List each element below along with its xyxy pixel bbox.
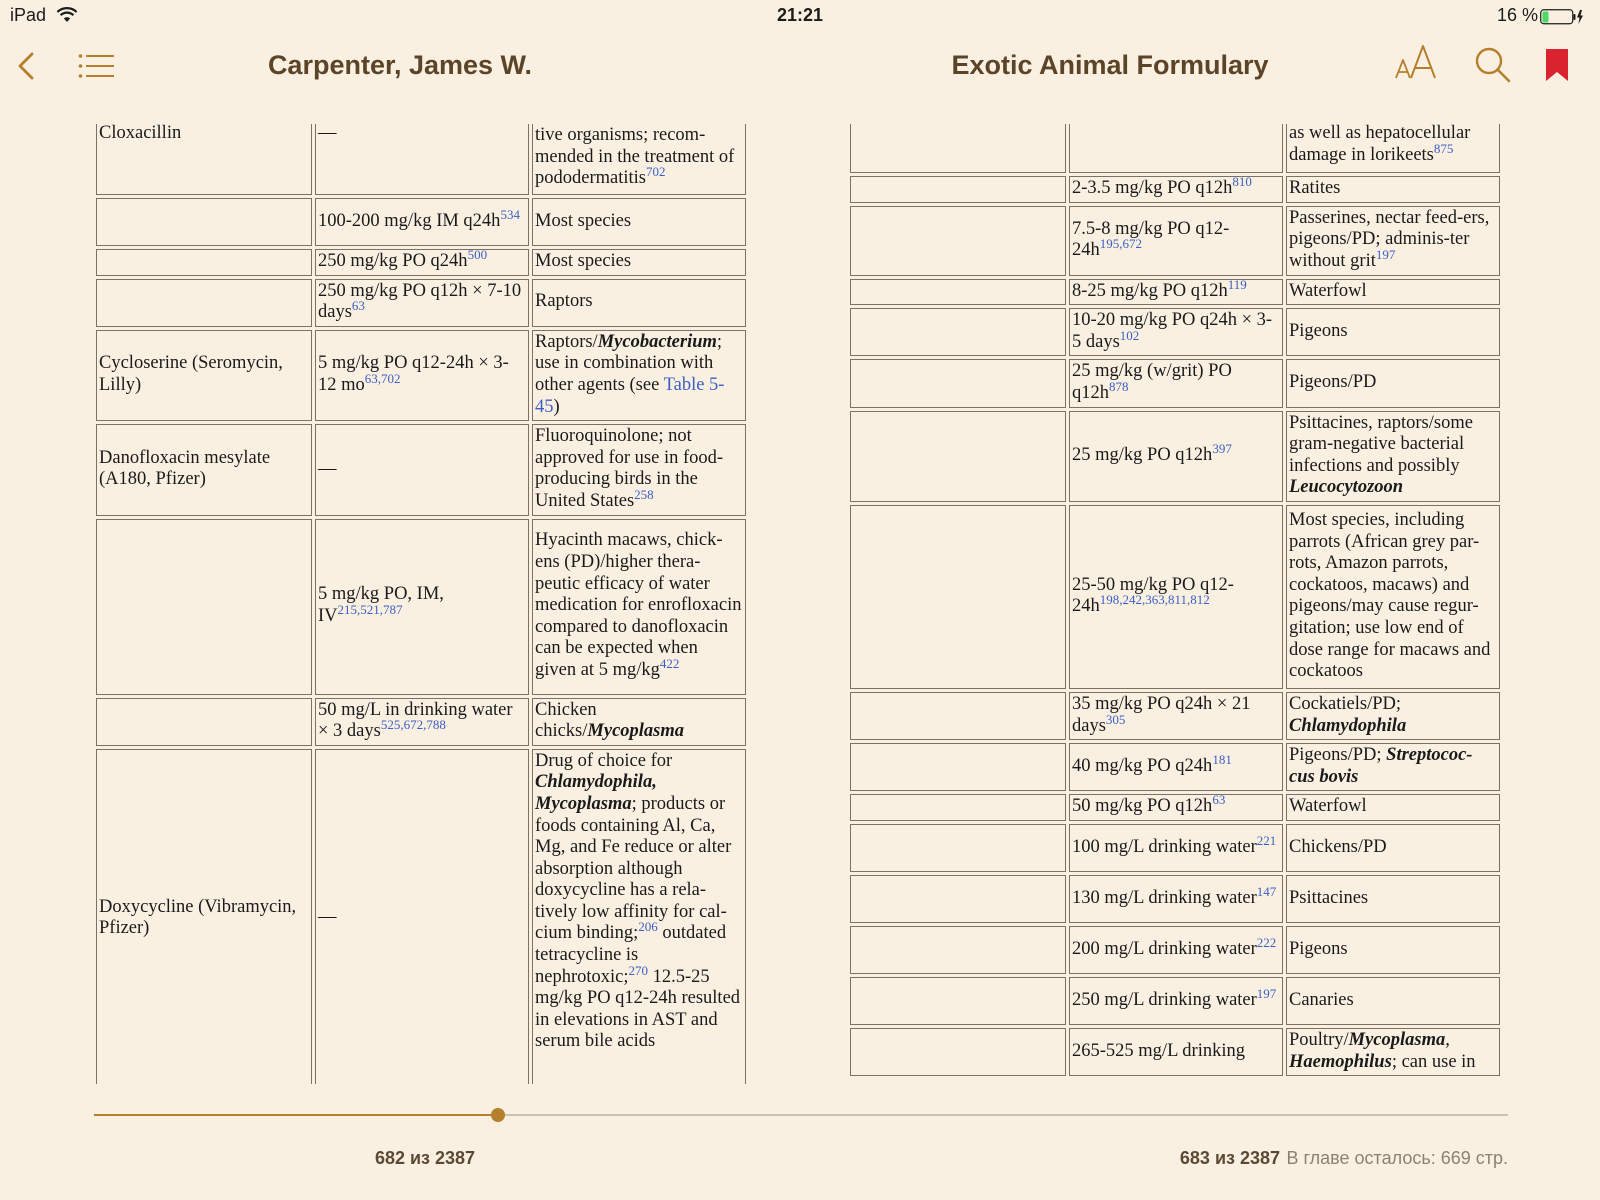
dosage-cell: 8-25 mg/kg PO q12h$^{119}$ bbox=[1069, 279, 1283, 306]
reference-number[interactable]: 197 bbox=[1256, 985, 1277, 1001]
dosage-cell: 25 mg/kg (w/grit) PO q12h$^{878}$ bbox=[1069, 359, 1283, 407]
font-size-icon[interactable] bbox=[1394, 42, 1438, 82]
drug-name-cell bbox=[96, 198, 312, 246]
reference-number[interactable]: 119 bbox=[1227, 278, 1247, 292]
reference-number[interactable]: 215 bbox=[337, 601, 358, 617]
dosage-cell: 5 mg/kg PO q12-24h × 3-12 mo$^{63,702}$ bbox=[315, 330, 529, 421]
species-comments-cell: Psittacines bbox=[1286, 875, 1500, 923]
reference-number[interactable]: 788 bbox=[426, 716, 446, 732]
species-comments-cell: Pigeons bbox=[1286, 926, 1500, 974]
table-row bbox=[850, 1028, 1500, 1076]
reference-number[interactable]: 875 bbox=[1433, 140, 1454, 156]
drug-name-cell bbox=[96, 698, 312, 746]
drug-name-cell bbox=[96, 279, 312, 327]
drug-name-cell bbox=[850, 824, 1066, 872]
drug-name-cell bbox=[850, 124, 1066, 173]
table-row bbox=[850, 875, 1500, 923]
search-icon[interactable] bbox=[1474, 46, 1512, 84]
dosage-cell: 25 mg/kg PO q12h$^{397}$ bbox=[1069, 411, 1283, 502]
dosage-cell: 10-20 mg/kg PO q24h × 3-5 days$^{102}$ bbox=[1069, 308, 1283, 356]
dosage-cell: — bbox=[315, 124, 529, 195]
table-row bbox=[96, 519, 746, 695]
reference-number[interactable]: 198 bbox=[1099, 592, 1120, 608]
reference-number[interactable]: 397 bbox=[1212, 440, 1232, 456]
dosage-cell: 35 mg/kg PO q24h × 21 days$^{305}$ bbox=[1069, 692, 1283, 740]
reference-number[interactable]: 672 bbox=[403, 716, 424, 732]
species-comments-cell: Most species bbox=[532, 198, 746, 246]
dosage-cell: 50 mg/L in drinking water × 3 days$^{525,672,788}$ bbox=[315, 698, 529, 746]
table-row bbox=[96, 424, 746, 515]
clock: 21:21 bbox=[776, 5, 824, 25]
species-comments-cell: Raptors/Mycobacterium; use in combination with other agents (see Table 5-45) bbox=[532, 330, 746, 421]
species-comments-cell: Cockatiels/PD; Chlamydophila bbox=[1286, 692, 1500, 740]
table-row bbox=[850, 824, 1500, 872]
dosage-cell: 250 mg/kg PO q24h$^{500}$ bbox=[315, 249, 529, 276]
reference-number[interactable]: 222 bbox=[1256, 934, 1277, 950]
reference-number[interactable]: 702 bbox=[381, 370, 401, 386]
dosage-cell: — bbox=[315, 424, 529, 515]
book-title: Exotic Animal Formulary bbox=[951, 50, 1269, 80]
reference-number[interactable]: 63 bbox=[364, 370, 378, 386]
reference-number[interactable]: 181 bbox=[1212, 751, 1232, 767]
table-row bbox=[96, 749, 746, 1084]
reference-number[interactable]: 63 bbox=[1212, 794, 1226, 808]
reference-number[interactable]: 206 bbox=[638, 919, 658, 935]
species-comments-cell: Fluoroquinolone; not approved for use in food-producing birds in the United States$^{258}$ bbox=[532, 424, 746, 515]
species-comments-cell: Pigeons/PD; Streptococ-cus bovis bbox=[1286, 743, 1500, 791]
species-comments-cell: as well as hepatocellular damage in lorikeets$^{875}$ bbox=[1286, 124, 1500, 173]
species-comments-cell: Waterfowl bbox=[1286, 794, 1500, 821]
species-comments-cell: Waterfowl bbox=[1286, 279, 1500, 306]
reference-number[interactable]: 197 bbox=[1375, 246, 1396, 262]
drug-name-cell bbox=[850, 308, 1066, 356]
reference-number[interactable]: 195 bbox=[1099, 235, 1120, 251]
bookmark-icon[interactable] bbox=[1545, 48, 1569, 82]
status-bar bbox=[0, 0, 1600, 34]
species-comments-cell: Most species, including parrots (African grey par-rots, Amazon parrots, cockatoos, macaws) and pigeons/may cause regur-gitation; use low end of dose range for macaws and cockatoos bbox=[1286, 505, 1500, 689]
drug-name-cell: Danofloxacin mesylate (A180, Pfizer) bbox=[96, 424, 312, 515]
species-comments-cell: Ratites bbox=[1286, 176, 1500, 203]
reference-number[interactable]: 521 bbox=[360, 601, 380, 617]
chapter-pages-remaining: В главе осталось: 669 стр. bbox=[1286, 1148, 1508, 1168]
table-row bbox=[96, 124, 746, 195]
drug-name-cell bbox=[850, 875, 1066, 923]
table-link[interactable]: Table 5-45 bbox=[535, 374, 725, 417]
reference-number[interactable]: 672 bbox=[1122, 235, 1142, 251]
species-comments-cell: Pigeons bbox=[1286, 308, 1500, 356]
reference-number[interactable]: 422 bbox=[659, 655, 680, 671]
reading-progress-fill bbox=[94, 1114, 498, 1116]
reference-number[interactable]: 811 bbox=[1168, 592, 1188, 608]
table-row bbox=[850, 411, 1500, 502]
dosage-cell: 250 mg/kg PO q12h × 7-10 days$^{63}$ bbox=[315, 279, 529, 327]
dosage-cell: 7.5-8 mg/kg PO q12-24h$^{195,672}$ bbox=[1069, 206, 1283, 276]
table-row bbox=[850, 926, 1500, 974]
reference-number[interactable]: 221 bbox=[1256, 832, 1277, 848]
drug-name-cell bbox=[850, 505, 1066, 689]
species-comments-cell: Chicken chicks/Mycoplasma bbox=[532, 698, 746, 746]
dosage-cell: 250 mg/L drinking water$^{197}$ bbox=[1069, 977, 1283, 1025]
species-comments-cell: Drug of choice for Chlamydophila, Mycoplasma; products or foods containing Al, Ca, Mg, and Fe reduce or alter absorption although doxycycline has a rela-tively low affinity for cal-cium binding;$^{206}$ outdated tetracycline is nephrotoxic;$^{270}$ 12.5-25 mg/kg PO q12-24h resulted in elevations in AST and serum bile acids bbox=[532, 749, 746, 1084]
dosage-cell: — bbox=[315, 749, 529, 1084]
table-row bbox=[850, 124, 1500, 173]
reference-number[interactable]: 147 bbox=[1256, 883, 1277, 899]
drug-name-cell bbox=[850, 359, 1066, 407]
species-comments-cell: Poultry/Mycoplasma, Haemophilus; can use in bbox=[1286, 1028, 1500, 1076]
dosage-cell: 2-3.5 mg/kg PO q12h$^{810}$ bbox=[1069, 176, 1283, 203]
dosage-cell: 25-50 mg/kg PO q12-24h$^{198,242,363,811,812}$ bbox=[1069, 505, 1283, 689]
dosage-cell: 200 mg/L drinking water$^{222}$ bbox=[1069, 926, 1283, 974]
reference-number[interactable]: 270 bbox=[628, 962, 649, 978]
table-row bbox=[850, 359, 1500, 407]
species-comments-cell: Chickens/PD bbox=[1286, 824, 1500, 872]
reference-number[interactable]: 242 bbox=[1122, 592, 1142, 608]
reference-number[interactable]: 525 bbox=[380, 716, 401, 732]
species-comments-cell: Psittacines, raptors/some gram-negative bacterial infections and possibly Leucocytozoon bbox=[1286, 411, 1500, 502]
reference-number[interactable]: 500 bbox=[467, 249, 488, 262]
dosage-cell: 50 mg/kg PO q12h$^{63}$ bbox=[1069, 794, 1283, 821]
table-row bbox=[850, 794, 1500, 821]
species-comments-cell: Canaries bbox=[1286, 977, 1500, 1025]
reference-number[interactable]: 702 bbox=[645, 164, 666, 180]
drug-name-cell: Doxycycline (Vibramycin, Pfizer) bbox=[96, 749, 312, 1084]
drug-name-cell bbox=[850, 743, 1066, 791]
reference-number[interactable]: 363 bbox=[1145, 592, 1165, 608]
reference-number[interactable]: 787 bbox=[383, 601, 403, 617]
drug-dosage-table-left bbox=[96, 124, 749, 1084]
left-page-number: 682 из 2387 bbox=[374, 1148, 476, 1168]
reading-progress-knob[interactable] bbox=[491, 1108, 505, 1122]
drug-name-cell bbox=[850, 692, 1066, 740]
reader-toolbar bbox=[0, 34, 1600, 104]
species-comments-cell: Hyacinth macaws, chick-ens (PD)/higher thera-peutic efficacy of water medication for enrofloxacin compared to danofloxacin can be expected when given at 5 mg/kg$^{422}$ bbox=[532, 519, 746, 695]
dosage-cell: 130 mg/L drinking water$^{147}$ bbox=[1069, 875, 1283, 923]
table-row bbox=[850, 505, 1500, 689]
drug-name-cell bbox=[850, 926, 1066, 974]
table-row bbox=[96, 330, 746, 421]
back-chevron-icon[interactable] bbox=[14, 50, 38, 82]
dosage-cell: 100-200 mg/kg IM q24h$^{534}$ bbox=[315, 198, 529, 246]
dosage-cell: 100 mg/L drinking water$^{221}$ bbox=[1069, 824, 1283, 872]
table-row bbox=[850, 692, 1500, 740]
species-comments-cell: Most species bbox=[532, 249, 746, 276]
dosage-cell: 265-525 mg/L drinking bbox=[1069, 1028, 1283, 1076]
species-comments-cell: Pigeons/PD bbox=[1286, 359, 1500, 407]
table-row bbox=[850, 176, 1500, 203]
reference-number[interactable]: 63 bbox=[351, 298, 365, 314]
species-comments-cell: Passerines, nectar feed-ers, pigeons/PD; adminis-ter without grit$^{197}$ bbox=[1286, 206, 1500, 276]
table-row bbox=[96, 249, 746, 276]
dosage-cell bbox=[1069, 124, 1283, 173]
reference-number[interactable]: 305 bbox=[1105, 711, 1126, 727]
right-page-number: 683 из 2387 bbox=[1179, 1148, 1280, 1168]
right-page bbox=[850, 124, 1506, 1084]
dosage-cell: 5 mg/kg PO, IM, IV$^{215,521,787}$ bbox=[315, 519, 529, 695]
table-of-contents-icon[interactable] bbox=[78, 54, 116, 78]
table-row bbox=[850, 279, 1500, 306]
drug-name-cell bbox=[850, 1028, 1066, 1076]
drug-name-cell bbox=[850, 411, 1066, 502]
reference-number[interactable]: 258 bbox=[634, 486, 654, 502]
table-row bbox=[850, 977, 1500, 1025]
table-row bbox=[96, 198, 746, 246]
table-row bbox=[96, 279, 746, 327]
book-author: Carpenter, James W. bbox=[267, 50, 533, 80]
reference-number[interactable]: 534 bbox=[500, 206, 520, 222]
drug-name-cell bbox=[850, 794, 1066, 821]
species-comments-cell: Raptors bbox=[532, 279, 746, 327]
dosage-cell: 40 mg/kg PO q24h$^{181}$ bbox=[1069, 743, 1283, 791]
reference-number[interactable]: 878 bbox=[1109, 378, 1129, 394]
left-page bbox=[96, 124, 752, 1084]
drug-name-cell: Cloxacillin bbox=[96, 124, 312, 195]
drug-name-cell bbox=[96, 249, 312, 276]
drug-name-cell bbox=[850, 279, 1066, 306]
reading-progress-slider[interactable] bbox=[94, 1114, 1508, 1116]
reference-number[interactable]: 812 bbox=[1190, 592, 1210, 608]
reference-number[interactable]: 810 bbox=[1232, 176, 1252, 189]
table-row bbox=[850, 206, 1500, 276]
battery-icon bbox=[1540, 9, 1584, 25]
drug-name-cell: Cycloserine (Seromycin, Lilly) bbox=[96, 330, 312, 421]
device-name: iPad bbox=[10, 5, 47, 25]
drug-name-cell bbox=[850, 206, 1066, 276]
species-comments-cell: tive organisms; recom-mended in the treatment of pododermatitis$^{702}$ bbox=[532, 124, 746, 195]
drug-dosage-table-right bbox=[850, 124, 1503, 1079]
reference-number[interactable]: 102 bbox=[1119, 327, 1140, 343]
drug-name-cell bbox=[850, 977, 1066, 1025]
drug-name-cell bbox=[96, 519, 312, 695]
drug-name-cell bbox=[850, 176, 1066, 203]
battery-percentage: 16 % bbox=[1496, 5, 1538, 25]
table-row bbox=[850, 308, 1500, 356]
table-row bbox=[96, 698, 746, 746]
table-row bbox=[850, 743, 1500, 791]
